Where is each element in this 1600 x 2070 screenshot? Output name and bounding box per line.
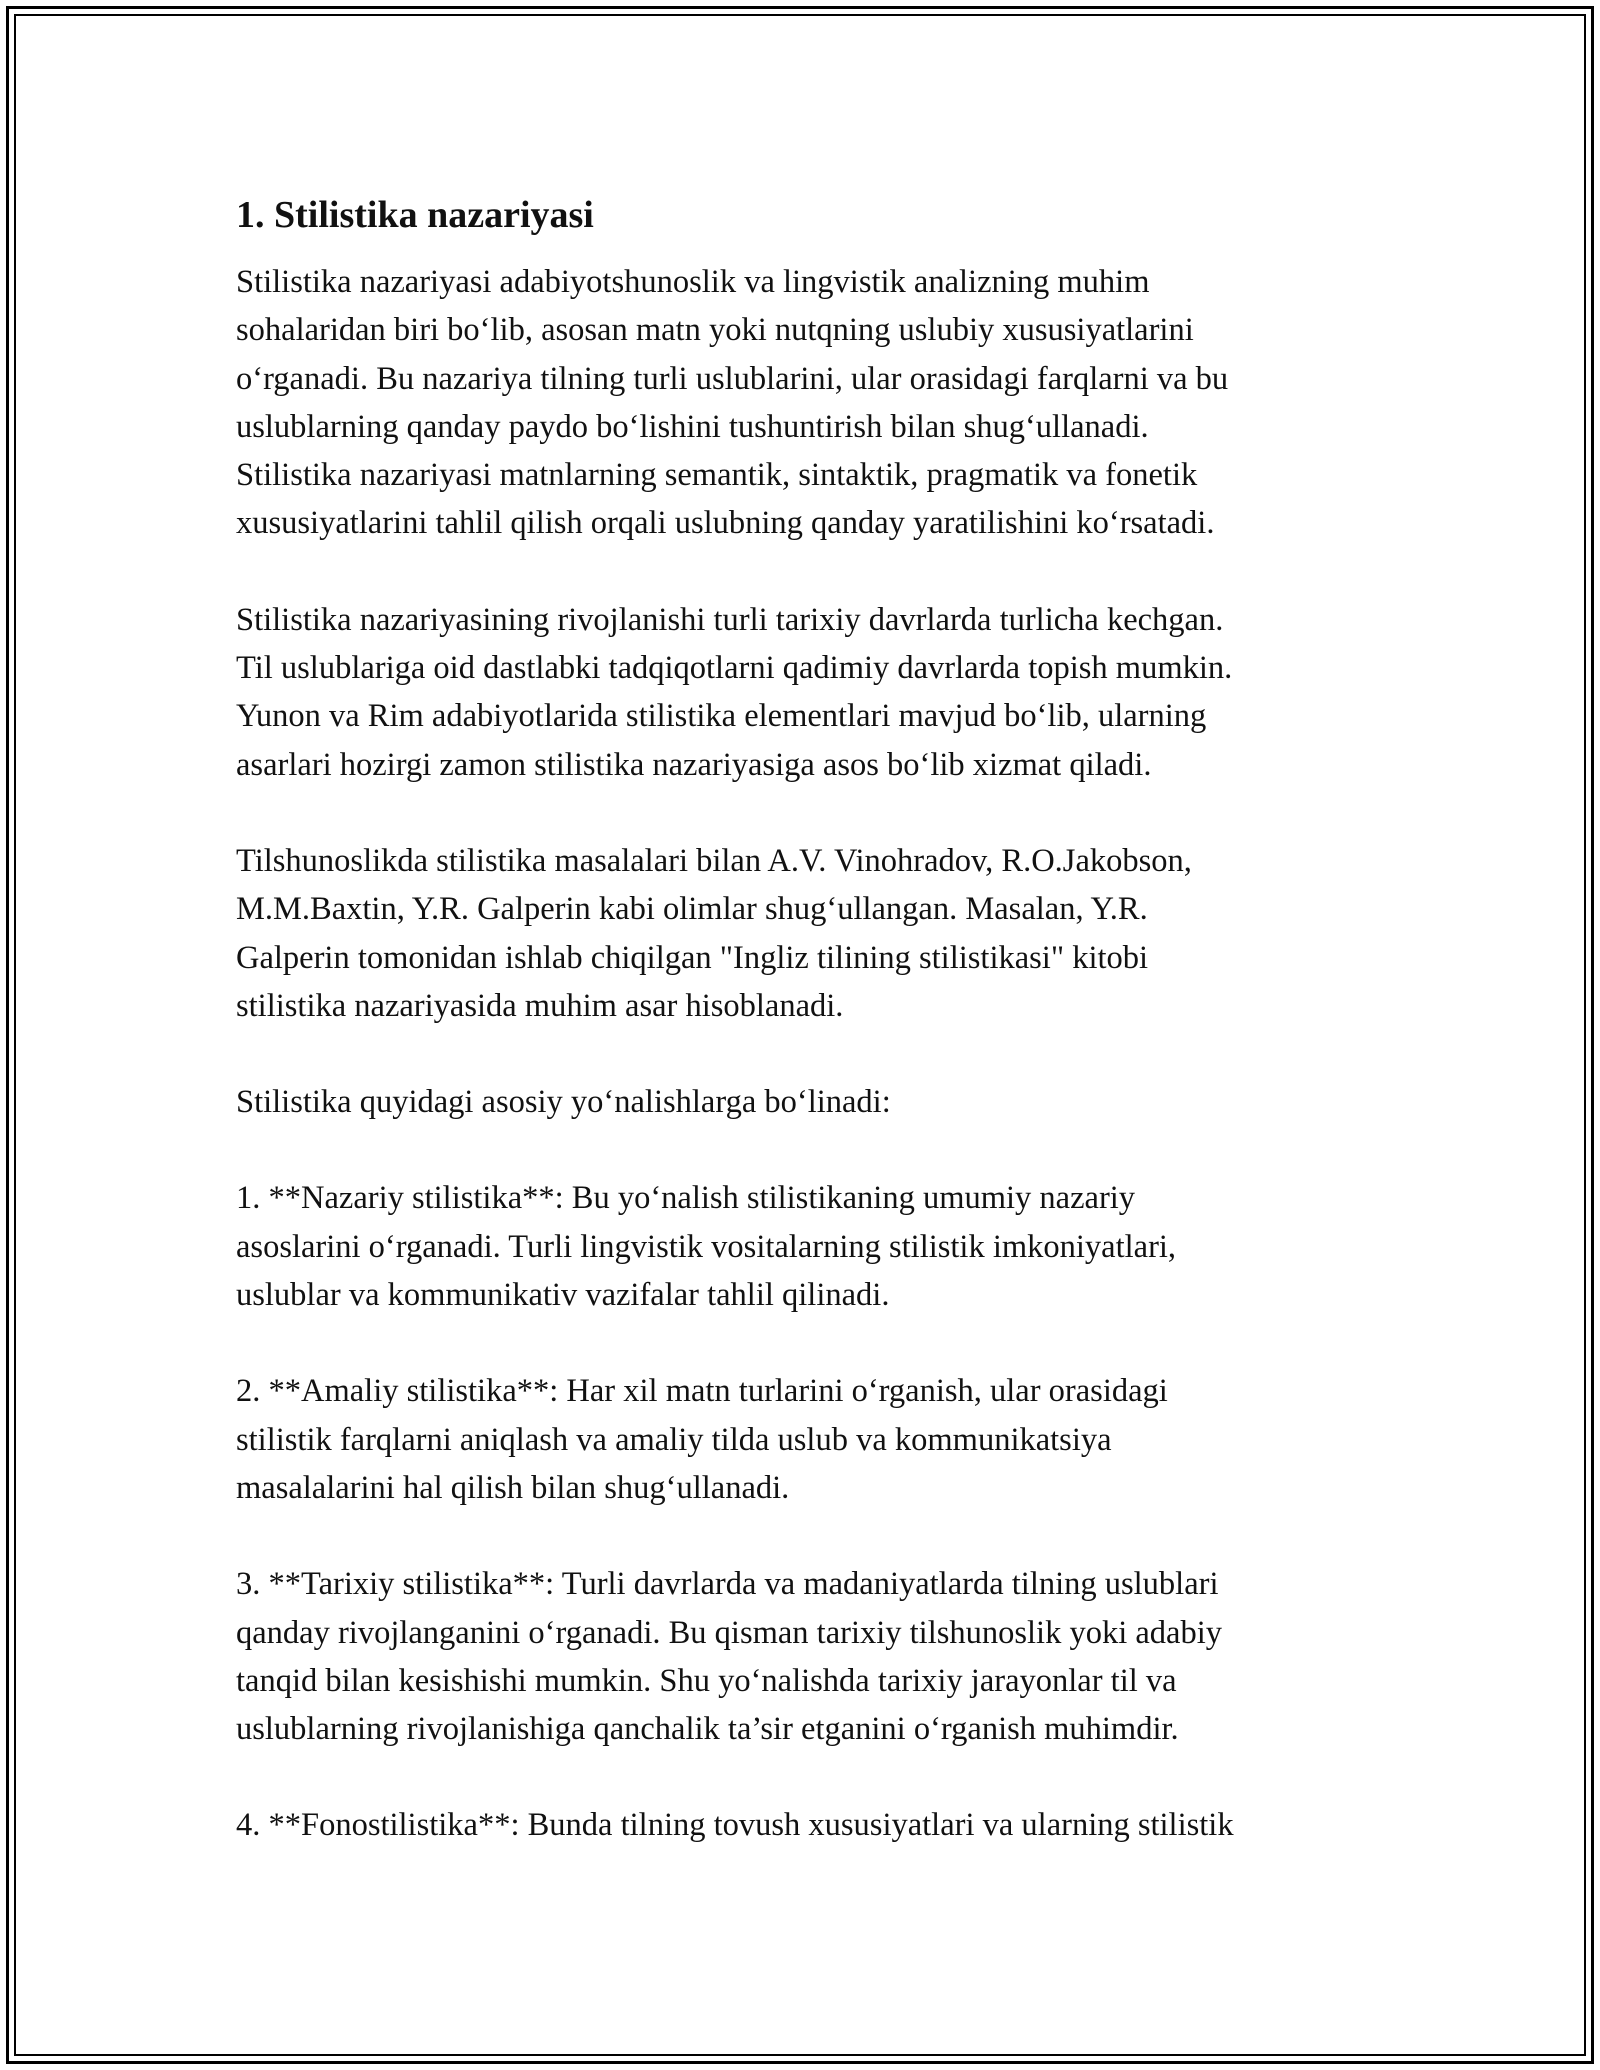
list-item-historical-stylistics [236, 1560, 1386, 1753]
text-line: tanqid bilan kesishishi mumkin. Shu yo‘nalishda tarixiy jarayonlar til va [236, 1662, 1177, 1699]
text-line: uslublar va kommunikativ vazifalar tahlil qilinadi. [236, 1277, 890, 1314]
text-line: 4. **Fonostilistika**: Bunda tilning tovush xususiyatlari va ularning stilistik [236, 1807, 1234, 1844]
text-line: Stilistika nazariyasi adabiyotshunoslik va lingvistik analizning muhim [236, 264, 1150, 300]
paragraph-history [236, 596, 1386, 789]
text-line: Tilshunoslikda stilistika masalalari bilan A.V. Vinohradov, R.O.Jakobson, [236, 842, 1192, 879]
text-line: stilistik farqlarni aniqlash va amaliy tilda uslub va kommunikatsiya [236, 1421, 1112, 1458]
text-line: qanday rivojlanganini o‘rganadi. Bu qisman tarixiy tilshunoslik yoki adabiy [236, 1614, 1222, 1651]
list-item-applied-stylistics [236, 1367, 1386, 1512]
text-line: xususiyatlarini tahlil qilish orqali uslubning qanday yaratilishini ko‘rsatadi. [236, 505, 1215, 542]
text-line: sohalaridan biri bo‘lib, asosan matn yoki nutqning uslubiy xususiyatlarini [236, 312, 1194, 349]
text-line: uslublarning qanday paydo bo‘lishini tushuntirish bilan shug‘ullanadi. [236, 408, 1149, 445]
text-line: o‘rganadi. Bu nazariya tilning turli uslublarini, ular orasidagi farqlarni va bu [236, 360, 1229, 397]
text-line: uslublarning rivojlanishiga qanchalik ta’sir etganini o‘rganish muhimdir. [236, 1711, 1179, 1748]
paragraph-directions-intro [236, 1078, 1386, 1126]
list-item-phonostylistics [236, 1801, 1386, 1849]
text-line: masalalarini hal qilish bilan shug‘ullanadi. [236, 1469, 790, 1506]
paragraph-intro [236, 258, 1386, 548]
text-line: stilistika nazariyasida muhim asar hisoblanadi. [236, 987, 844, 1024]
text-line: 1. **Nazariy stilistika**: Bu yo‘nalish stilistikaning umumiy nazariy [236, 1180, 1136, 1217]
text-line: asarlari hozirgi zamon stilistika nazariyasiga asos bo‘lib xizmat qiladi. [236, 746, 1152, 783]
text-line: 2. **Amaliy stilistika**: Har xil matn turlarini o‘rganish, ular orasidagi [236, 1373, 1168, 1410]
text-line: asoslarini o‘rganadi. Turli lingvistik vositalarning stilistik imkoniyatlari, [236, 1228, 1177, 1265]
text-line: Stilistika nazariyasining rivojlanishi turli tarixiy davrlarda turlicha kechgan. [236, 601, 1224, 638]
text-line: Yunon va Rim adabiyotlarida stilistika elementlari mavjud bo‘lib, ularning [236, 698, 1207, 735]
text-line: Til uslublariga oid dastlabki tadqiqotlarni qadimiy davrlarda topish mumkin. [236, 650, 1233, 687]
document-body [236, 188, 1386, 1898]
text-line: Galperin tomonidan ishlab chiqilgan "Ingliz tilining stilistikasi" kitobi [236, 939, 1149, 976]
paragraph-scholars [236, 837, 1386, 1030]
text-line: Stilistika quyidagi asosiy yo‘nalishlarga bo‘linadi: [236, 1084, 891, 1121]
text-line: 3. **Tarixiy stilistika**: Turli davrlarda va madaniyatlarda tilning uslublari [236, 1566, 1219, 1603]
text-line: Stilistika nazariyasi matnlarning semantik, sintaktik, pragmatik va fonetik [236, 457, 1198, 494]
list-item-theoretical-stylistics [236, 1174, 1386, 1319]
text-line: M.M.Baxtin, Y.R. Galperin kabi olimlar shug‘ullangan. Masalan, Y.R. [236, 891, 1148, 928]
section-heading: 1. Stilistika nazariyasi [236, 194, 594, 236]
